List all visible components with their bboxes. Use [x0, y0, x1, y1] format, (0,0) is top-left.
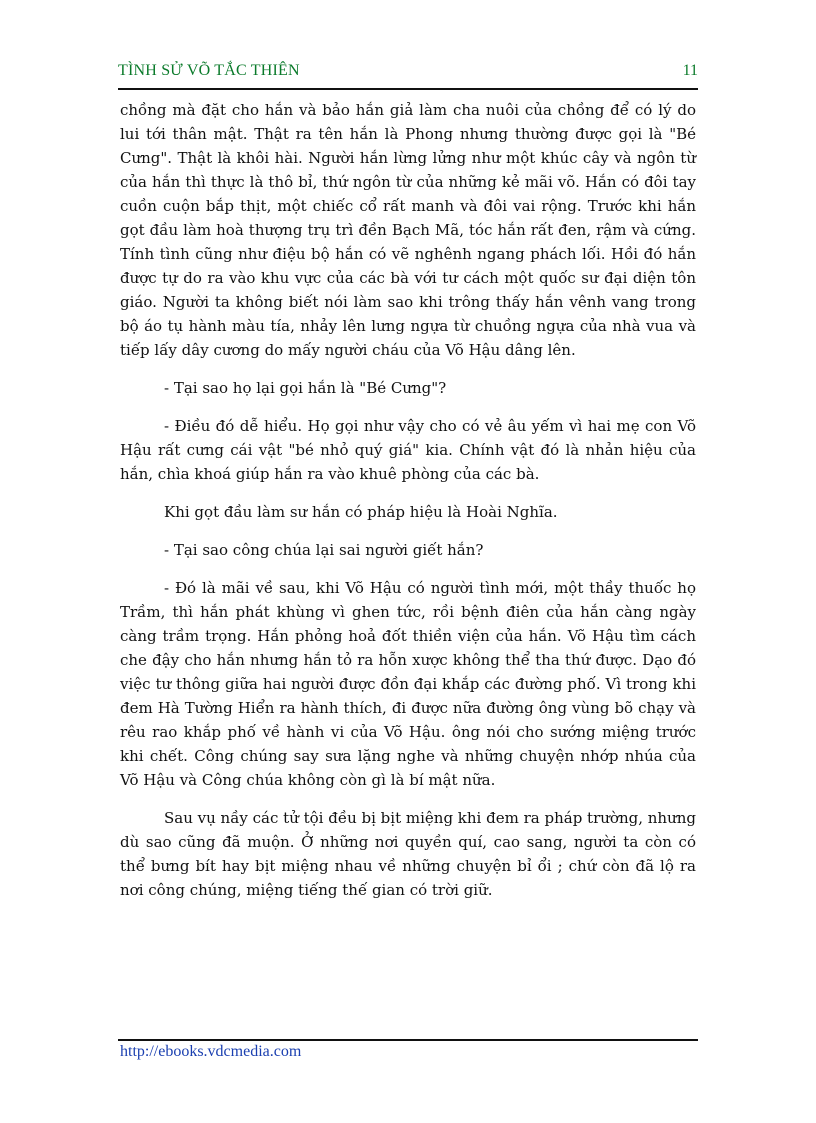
paragraph-7: Sau vụ nầy các tử tội đều bị bịt miệng khi đem ra pháp trường, nhưng dù sao cũng đã muộn. Ở những nơi quyền quí, cao sang, người ta còn có thể bưng bít hay bịt miệng nhau về những chuyện bỉ ổi ; chứ còn đã lộ ra nơi công chúng, miệng tiếng thế gian có trời giữ.	[120, 809, 696, 899]
page-header	[118, 62, 698, 84]
paragraph-5: - Tại sao công chúa lại sai người giết hắn?	[164, 541, 484, 559]
paragraph-1: chồng mà đặt cho hắn và bảo hắn giả làm cha nuôi của chồng để có lý do lui tới thân mật. Thật ra tên hắn là Phong nhưng thường được gọi là "Bé Cưng". Thật là khôi hài. Người hắn lừng lửng như một khúc cây và ngôn từ của hắn thì thực là thô bỉ, thứ ngôn từ của những kẻ mãi võ. Hắn có đôi tay cuồn cuộn bắp thịt, một chiếc cổ rất manh và đôi vai rộng. Trước khi hắn gọt đầu làm hoà thượng trụ trì đền Bạch Mã, tóc hắn rất đen, rậm và cứng. Tính tình cũng như điệu bộ hắn có vẽ nghênh ngang phách lối. Hồi đó hắn được tự do ra vào khu vực của các bà với tư cách một quốc sư đại diện tôn giáo. Người ta không biết nói làm sao khi trông thấy hắn vênh vang trong bộ áo tụ hành màu tía, nhảy lên lưng ngựa từ chuồng ngựa của nhà vua và tiếp lấy dây cương do mấy người cháu của Võ Hậu dâng lên.	[120, 101, 696, 359]
running-title: TÌNH SỬ VÕ TẮC THIÊN	[118, 62, 300, 79]
paragraph-3: - Điều đó dễ hiểu. Họ gọi như vậy cho có vẻ âu yếm vì hai mẹ con Võ Hậu rất cưng cái vật "bé nhỏ quý giá" kia. Chính vật đó là nhản hiệu của hắn, chìa khoá giúp hắn ra vào khuê phòng của các bà.	[120, 417, 696, 483]
header-rule	[118, 88, 698, 90]
page-number: 11	[682, 62, 698, 79]
paragraph-4: Khi gọt đầu làm sư hắn có pháp hiệu là Hoài Nghĩa.	[164, 503, 558, 521]
footer-rule	[118, 1039, 698, 1041]
footer-link[interactable]: http://ebooks.vdcmedia.com	[120, 1043, 302, 1060]
paragraph-2: - Tại sao họ lại gọi hắn là "Bé Cưng"?	[164, 379, 447, 397]
body-text	[120, 98, 696, 916]
paragraph-6: - Đó là mãi về sau, khi Võ Hậu có người tình mới, một thầy thuốc họ Trầm, thì hắn phát khùng vì ghen tức, rồi bệnh điên của hắn càng ngày càng trầm trọng. Hắn phỏng hoả đốt thiền viện của hắn. Võ Hậu tìm cách che đậy cho hắn nhưng hắn tỏ ra hỗn xược không thể tha thứ được. Dạo đó việc tư thông giữa hai người được đồn đại khắp các đường phố. Vì trong khi đem Hà Tường Hiển ra hành thích, đi được nữa đường ông vùng bõ chạy và rêu rao khắp phố về hành vi của Võ Hậu. ông nói cho sướng miệng trước khi chết. Công chúng say sưa lặng nghe và những chuyện nhớp nhúa của Võ Hậu và Công chúa không còn gì là bí mật nữa.	[120, 579, 696, 789]
